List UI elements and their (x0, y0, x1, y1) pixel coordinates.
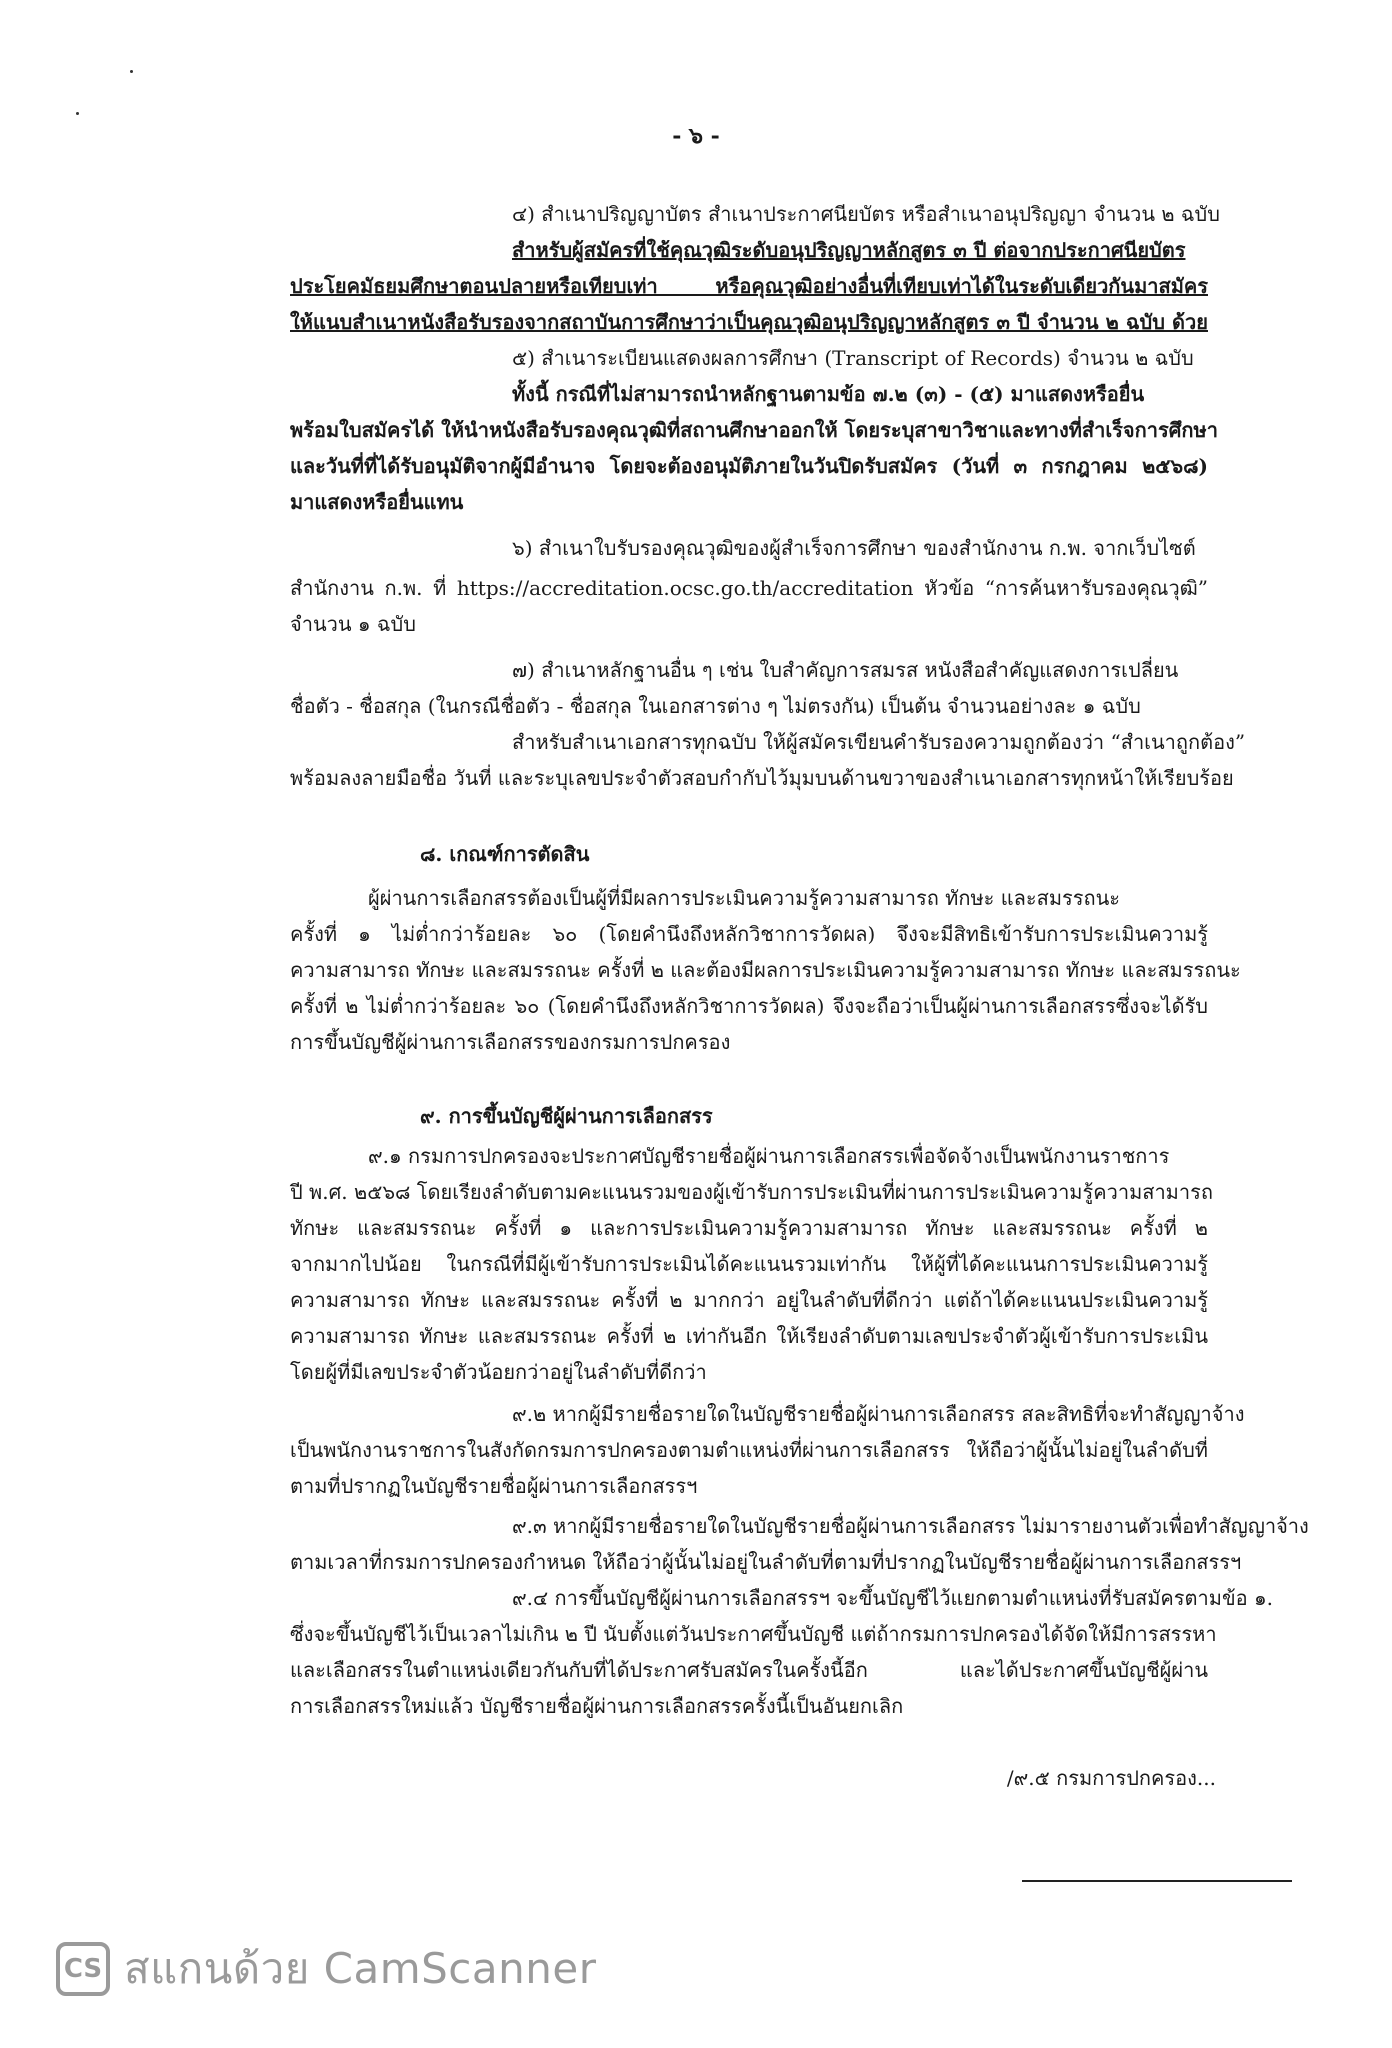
text-line: ความสามารถ ทักษะ และสมรรถนะ ครั้งที่ ๒ และต้องมีผลการประเมินความรู้ความสามารถ ทักษะ และสมรรถนะ (290, 958, 1241, 982)
watermark-text: สแกนด้วย CamScanner (124, 1944, 597, 1993)
underlined-text: ประโยคมัธยมศึกษาตอนปลายหรือเทียบเท่า หรือคุณวุฒิอย่างอื่นที่เทียบเท่าได้ในระดับเดียวกันมาสมัคร (290, 274, 1208, 298)
text-line: พร้อมลงลายมือชื่อ วันที่ และระบุเลขประจำตัวสอบกำกับไว้มุมบนด้านขวาของสำเนาเอกสารทุกหน้าให้เรียบร้อย (290, 766, 1234, 790)
text-line: จากมากไปน้อย ในกรณีที่มีผู้เข้ารับการประเมินได้คะแนนรวมเท่ากัน ให้ผู้ที่ได้คะแนนการประเมินความรู้ (290, 1252, 1208, 1276)
text-line: และเลือกสรรในตำแหน่งเดียวกันกับที่ได้ประกาศรับสมัครในครั้งนี้อีก และได้ประกาศขึ้นบัญชีผู้ผ่าน (290, 1658, 1208, 1682)
text-line: การขึ้นบัญชีผู้ผ่านการเลือกสรรของกรมการปกครอง (290, 1030, 731, 1054)
text-line: สำนักงาน ก.พ. ที่ https://accreditation.ocsc.go.th/accreditation หัวข้อ “การค้นหารับรองคุณวุฒิ” (290, 576, 1208, 600)
text-line: ซึ่งจะขึ้นบัญชีไว้เป็นเวลาไม่เกิน ๒ ปี นับตั้งแต่วันประกาศขึ้นบัญชี แต่ถ้ากรมการปกครองได้จัดให้มีการสรรหา (290, 1622, 1217, 1646)
text-line: ครั้งที่ ๑ ไม่ต่ำกว่าร้อยละ ๖๐ (โดยคำนึงถึงหลักวิชาการวัดผล) จึงจะมีสิทธิเข้ารับการประเมินความรู้ (290, 922, 1208, 946)
text-line (512, 232, 1208, 268)
text-line: และวันที่ที่ได้รับอนุมัติจากผู้มีอำนาจ โดยจะต้องอนุมัติภายในวันปิดรับสมัคร (วันที่ ๓ กรกฎาคม ๒๕๖๘) (290, 454, 1208, 478)
text-line: ๙.๒ หากผู้มีรายชื่อรายใดในบัญชีรายชื่อผู้ผ่านการเลือกสรร สละสิทธิที่จะทำสัญญาจ้าง (512, 1402, 1245, 1426)
text-line: มาแสดงหรือยื่นแทน (290, 490, 464, 514)
text-line (290, 304, 1208, 340)
text-line: การเลือกสรรใหม่แล้ว บัญชีรายชื่อผู้ผ่านการเลือกสรรครั้งนี้เป็นอันยกเลิก (290, 1694, 904, 1718)
text-line: ชื่อตัว - ชื่อสกุล (ในกรณีชื่อตัว - ชื่อสกุล ในเอกสารต่าง ๆ ไม่ตรงกัน) เป็นต้น จำนวนอย่างละ ๑ ฉบับ (290, 694, 1141, 718)
text-line: สำหรับสำเนาเอกสารทุกฉบับ ให้ผู้สมัครเขียนคำรับรองความถูกต้องว่า “สำเนาถูกต้อง” (512, 730, 1246, 754)
text-line: เป็นพนักงานราชการในสังกัดกรมการปกครองตามตำแหน่งที่ผ่านการเลือกสรร ให้ถือว่าผู้นั้นไม่อยู่ในลำดับที่ (290, 1438, 1208, 1462)
text-line: ครั้งที่ ๒ ไม่ต่ำกว่าร้อยละ ๖๐ (โดยคำนึงถึงหลักวิชาการวัดผล) จึงจะถือว่าเป็นผู้ผ่านการเลือกสรรซึ่งจะได้รับ (290, 994, 1208, 1018)
text-line: ๖) สำเนาใบรับรองคุณวุฒิของผู้สำเร็จการศึกษา ของสำนักงาน ก.พ. จากเว็บไซต์ (512, 536, 1196, 560)
text-line: ความสามารถ ทักษะ และสมรรถนะ ครั้งที่ ๒ มากกว่า อยู่ในลำดับที่ดีกว่า แต่ถ้าได้คะแนนประเมินความรู้ (290, 1288, 1208, 1312)
text-line: จำนวน ๑ ฉบับ (290, 612, 416, 636)
text-line: ตามเวลาที่กรมการปกครองกำหนด ให้ถือว่าผู้นั้นไม่อยู่ในลำดับที่ตามที่ปรากฏในบัญชีรายชื่อผู้ผ่านการเลือกสรรฯ (290, 1550, 1242, 1574)
scan-speck (130, 70, 133, 73)
camscanner-logo-icon: CS (56, 1942, 110, 1996)
text-line (290, 268, 1208, 304)
text-line: ๙.๓ หากผู้มีรายชื่อรายใดในบัญชีรายชื่อผู้ผ่านการเลือกสรร ไม่มารายงานตัวเพื่อทำสัญญาจ้าง (512, 1514, 1309, 1538)
text-line: ทั้งนี้ กรณีที่ไม่สามารถนำหลักฐานตามข้อ ๗.๒ (๓) - (๕) มาแสดงหรือยื่น (512, 382, 1145, 406)
text-line: ๔) สำเนาปริญญาบัตร สำเนาประกาศนียบัตร หรือสำเนาอนุปริญญา จำนวน ๒ ฉบับ (512, 202, 1220, 226)
scan-speck (76, 112, 79, 115)
camscanner-watermark (56, 1938, 596, 2000)
text-line: ผู้ผ่านการเลือกสรรต้องเป็นผู้ที่มีผลการประเมินความรู้ความสามารถ ทักษะ และสมรรถนะ (368, 886, 1121, 910)
underlined-text: สำหรับผู้สมัครที่ใช้คุณวุฒิระดับอนุปริญญาหลักสูตร ๓ ปี ต่อจากประกาศนียบัตร (512, 238, 1186, 262)
text-line: ๗) สำเนาหลักฐานอื่น ๆ เช่น ใบสำคัญการสมรส หนังสือสำคัญแสดงการเปลี่ยน (512, 658, 1179, 682)
text-line: ๕) สำเนาระเบียนแสดงผลการศึกษา (Transcript of Records) จำนวน ๒ ฉบับ (512, 346, 1194, 370)
text-line: พร้อมใบสมัครได้ ให้นำหนังสือรับรองคุณวุฒิที่สถานศึกษาออกให้ โดยระบุสาขาวิชาและทางที่สำเร็จการศึกษา (290, 418, 1218, 442)
text-line: ตามที่ปรากฏในบัญชีรายชื่อผู้ผ่านการเลือกสรรฯ (290, 1474, 698, 1498)
underlined-text: ให้แนบสำเนาหนังสือรับรองจากสถาบันการศึกษาว่าเป็นคุณวุฒิอนุปริญญาหลักสูตร ๓ ปี จำนวน ๒ ฉบับ ด้วย (290, 310, 1208, 334)
text-line: ความสามารถ ทักษะ และสมรรถนะ ครั้งที่ ๒ เท่ากันอีก ให้เรียงลำดับตามเลขประจำตัวผู้เข้ารับการประเมิน (290, 1324, 1208, 1348)
section-heading: ๘. เกณฑ์การตัดสิน (420, 842, 590, 866)
text-line: ทักษะ และสมรรถนะ ครั้งที่ ๑ และการประเมินความรู้ความสามารถ ทักษะ และสมรรถนะ ครั้งที่ ๒ (290, 1216, 1208, 1240)
text-line: โดยผู้ที่มีเลขประจำตัวน้อยกว่าอยู่ในลำดับที่ดีกว่า (290, 1360, 707, 1384)
page-number: - ๖ - (672, 123, 720, 149)
continuation-note: /๙.๕ กรมการปกครอง... (1006, 1766, 1216, 1790)
text-line: ๙.๑ กรมการปกครองจะประกาศบัญชีรายชื่อผู้ผ่านการเลือกสรรเพื่อจัดจ้างเป็นพนักงานราชการ (368, 1144, 1170, 1168)
text-line: ๙.๔ การขึ้นบัญชีผู้ผ่านการเลือกสรรฯ จะขึ้นบัญชีไว้แยกตามตำแหน่งที่รับสมัครตามข้อ ๑. (512, 1586, 1274, 1610)
text-line: ปี พ.ศ. ๒๕๖๘ โดยเรียงลำดับตามคะแนนรวมของผู้เข้ารับการประเมินที่ผ่านการประเมินความรู้ความสามารถ (290, 1180, 1213, 1204)
section-heading: ๙. การขึ้นบัญชีผู้ผ่านการเลือกสรร (420, 1104, 713, 1128)
bottom-rule (1022, 1880, 1292, 1882)
